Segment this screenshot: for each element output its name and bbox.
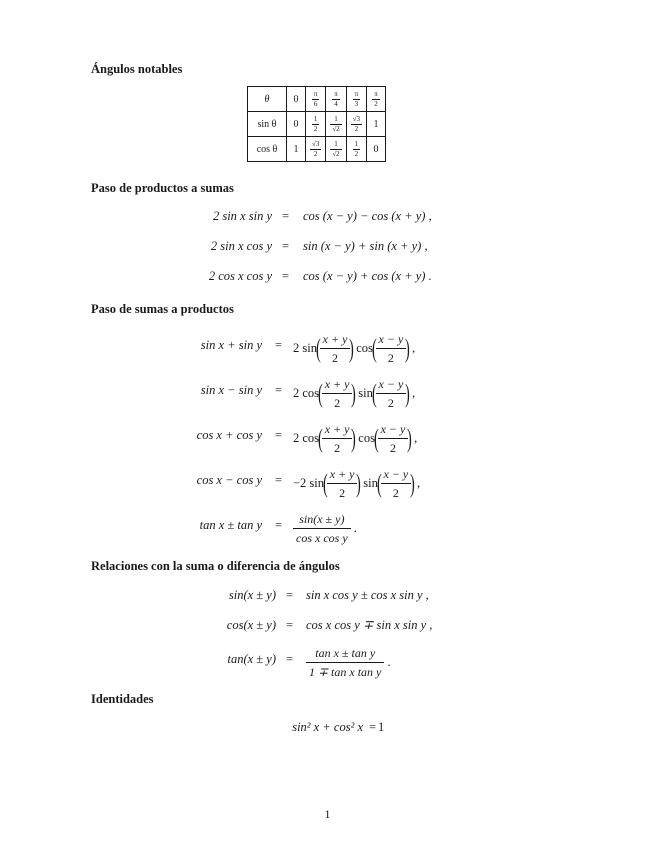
table-cell: 0	[287, 112, 306, 137]
equation-rhs: $\frac{\sin(x \pm y)}{\text{cos x cos y}}$ .	[293, 512, 357, 546]
table-row	[248, 137, 386, 162]
equation-rhs: 2 cos( $\frac{x + y}{2}$ ) cos( $\frac{x - y}{2}$ ) ,	[293, 422, 418, 456]
equation-rhs: 1	[378, 720, 385, 734]
equation-line	[0, 233, 655, 259]
equation-equals: =	[275, 338, 283, 352]
equation-equals: =	[286, 618, 294, 632]
equation-lhs: sin(x ± y)	[228, 588, 276, 602]
equation-equals: =	[282, 239, 290, 253]
equation-equals: =	[286, 588, 294, 602]
equation-rhs: sin (x − y) + sin (x + y) ,	[303, 239, 428, 253]
equation-lhs: tan x ± tan y	[199, 518, 262, 532]
equation-equals: =	[282, 269, 290, 283]
table-cell: $\frac{\pi}{4}$	[326, 87, 346, 112]
equation-lhs: sin x + sin y	[200, 338, 262, 352]
equation-lhs: cos x − cos y	[196, 473, 262, 487]
table-cell: 0	[287, 87, 306, 112]
trig-values-table	[247, 86, 386, 162]
equation-line	[0, 203, 655, 229]
heading-relaciones: Relaciones con la suma o diferencia de ángulos	[91, 559, 340, 573]
table-cell: $\frac{1}{√2}$	[326, 137, 346, 162]
table-cell: θ	[248, 87, 287, 112]
equation-line	[0, 467, 655, 501]
heading-angulos-notables: Ángulos notables	[91, 62, 183, 76]
table-cell: $\frac{\pi}{6}$	[306, 87, 326, 112]
equation-line	[0, 646, 655, 680]
heading-productos-a-sumas: Paso de productos a sumas	[91, 181, 234, 195]
equation-equals: =	[275, 383, 283, 397]
table-row	[248, 87, 386, 112]
equation-equals: =	[275, 518, 283, 532]
table-cell: $\frac{\pi}{3}$	[346, 87, 366, 112]
equation-lhs: 2 sin x sin y	[212, 209, 272, 223]
equation-equals: =	[275, 473, 283, 487]
equation-line	[0, 377, 655, 411]
equation-rhs: cos (x − y) + cos (x + y) .	[303, 269, 432, 283]
equation-line	[0, 512, 655, 546]
table-row	[248, 112, 386, 137]
equation-equals: =	[286, 652, 294, 666]
table-cell: 0	[367, 137, 386, 162]
equation-rhs: 2 sin( $\frac{x + y}{2}$ ) cos( $\frac{x - y}{2}$ ) ,	[293, 332, 416, 366]
table-cell: $\frac{√3}{2}$	[306, 137, 326, 162]
equation-lhs: cos x + cos y	[196, 428, 262, 442]
heading-identidades: Identidades	[91, 692, 154, 706]
table-cell: 1	[367, 112, 386, 137]
table-cell: sin θ	[248, 112, 287, 137]
equation-rhs: cos (x − y) − cos (x + y) ,	[303, 209, 432, 223]
equation-lhs: 2 sin x cos y	[210, 239, 272, 253]
table-cell: 1	[287, 137, 306, 162]
equation-rhs: 2 cos( $\frac{x + y}{2}$ ) sin( $\frac{x - y}{2}$ ) ,	[293, 377, 416, 411]
equation-rhs: cos x cos y ∓ sin x sin y ,	[306, 618, 433, 632]
table-cell: $\frac{1}{2}$	[306, 112, 326, 137]
heading-sumas-a-productos: Paso de sumas a productos	[91, 302, 234, 316]
equation-lhs: tan(x ± y)	[227, 652, 276, 666]
equation-line	[0, 582, 655, 608]
page-number: 1	[324, 807, 331, 821]
equation-rhs: $\frac{\text{tan x ± tan y}}{\text{1 ∓ tan x tan y}}$ .	[306, 646, 391, 680]
equation-lhs: sin² x + cos² x	[292, 720, 363, 734]
table-cell: cos θ	[248, 137, 287, 162]
equation-line	[0, 714, 655, 740]
table-cell: $\frac{\pi}{2}$	[367, 87, 386, 112]
equation-rhs: sin x cos y ± cos x sin y ,	[306, 588, 429, 602]
equation-line	[0, 422, 655, 456]
equation-line	[0, 263, 655, 289]
equation-equals: =	[282, 209, 290, 223]
equation-lhs: sin x − sin y	[200, 383, 262, 397]
equation-line	[0, 332, 655, 366]
table-cell: $\frac{1}{2}$	[346, 137, 366, 162]
equation-equals: =	[275, 428, 283, 442]
table-cell: $\frac{1}{√2}$	[326, 112, 346, 137]
equation-rhs: −2 sin( $\frac{x + y}{2}$ ) sin( $\frac{x - y}{2}$ ) ,	[293, 467, 421, 501]
equation-equals: =	[369, 720, 377, 734]
equation-lhs: 2 cos x cos y	[208, 269, 272, 283]
equation-line	[0, 612, 655, 638]
table-cell: $\frac{√3}{2}$	[346, 112, 366, 137]
equation-lhs: cos(x ± y)	[226, 618, 276, 632]
